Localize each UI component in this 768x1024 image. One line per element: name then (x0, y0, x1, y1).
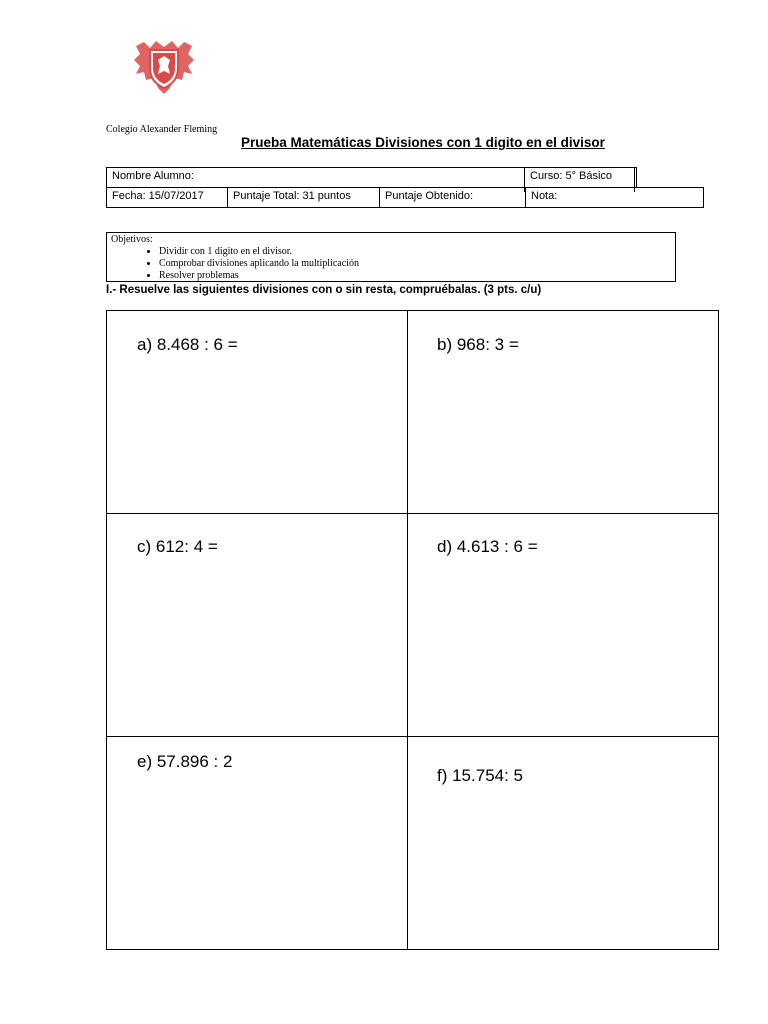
obtained-score-cell[interactable]: Puntaje Obtenido: (380, 188, 526, 208)
objectives-heading: Objetivos: (111, 234, 153, 245)
instruction-text: I.- Resuelve las siguientes divisiones con o sin resta, compruébalas. (3 pts. c/u) (106, 284, 542, 296)
test-title: Prueba Matemáticas Divisiones con 1 digito en el divisor (241, 135, 605, 150)
problem-a: a) 8.468 : 6 = (137, 335, 238, 354)
grade-cell[interactable]: Nota: (526, 188, 704, 208)
row1-divider-a (524, 167, 525, 192)
grid-vertical-divider (407, 311, 408, 949)
student-name-label: Nombre Alumno: (112, 170, 194, 182)
problem-b: b) 968: 3 = (437, 335, 519, 354)
school-crest-logo (130, 38, 198, 96)
problems-grid (106, 310, 719, 950)
objectives-list (111, 246, 671, 282)
objectives-box (106, 232, 676, 282)
problem-c: c) 612: 4 = (137, 537, 218, 556)
row1-divider-b (634, 167, 635, 192)
problem-d: d) 4.613 : 6 = (437, 537, 538, 556)
date-cell: Fecha: 15/07/2017 (107, 188, 228, 208)
school-name: Colegio Alexander Fleming (106, 124, 218, 135)
problem-f: f) 15.754: 5 (437, 766, 524, 785)
grid-horizontal-divider (107, 736, 718, 737)
objective-item: • Comprobar divisiones aplicando la multiplicación (159, 258, 671, 270)
objective-item: • Dividir con 1 digito en el divisor. (159, 246, 671, 258)
objective-item: • Resolver problemas (159, 270, 671, 282)
grid-horizontal-divider (107, 513, 718, 514)
student-info-table (106, 167, 704, 208)
course-label: Curso: 5° Básico (530, 170, 613, 182)
total-score-cell: Puntaje Total: 31 puntos (228, 188, 380, 208)
problem-e: e) 57.896 : 2 (137, 752, 233, 771)
